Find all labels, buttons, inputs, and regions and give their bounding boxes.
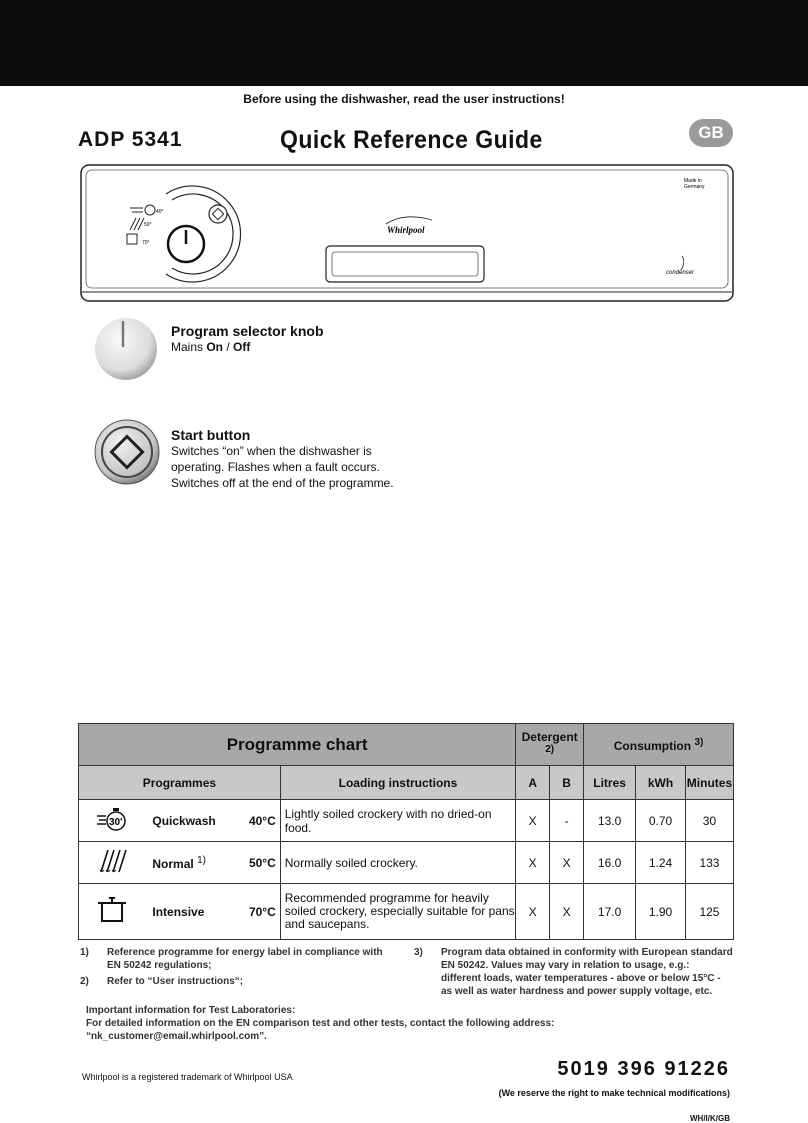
programme-name: Quickwash — [144, 800, 232, 842]
loading-instruction: Lightly soiled crockery with no dried-on food. — [280, 800, 515, 842]
kwh-value: 1.24 — [636, 842, 686, 884]
footnote-1-mark: 1) — [80, 947, 89, 958]
litres-value: 13.0 — [584, 800, 636, 842]
litres-value: 17.0 — [584, 884, 636, 940]
footnote-2: Refer to “User instructions“; — [107, 976, 244, 987]
programme-temp: 40°C — [232, 800, 280, 842]
col-a: A — [516, 766, 550, 800]
col-kwh: kWh — [636, 766, 686, 800]
col-loading: Loading instructions — [280, 766, 515, 800]
programme-name: Normal $^{1)}$ — [144, 842, 232, 884]
footnote-2-mark: 2) — [80, 976, 89, 987]
kwh-value: 0.70 — [636, 800, 686, 842]
normal-icon — [79, 842, 145, 884]
loading-instruction: Recommended programme for heavily soiled crockery, especially suitable for pans and saucepans. — [280, 884, 515, 940]
detergent-a: X — [516, 800, 550, 842]
quickwash-icon — [79, 800, 145, 842]
test-lab-info: Important information for Test Laboratories: For detailed information on the EN comparison test and other tests, contact the following address: “nk_customer@email.whirlpool.com”. — [86, 1005, 555, 1042]
country-badge: GB — [689, 119, 733, 147]
svg-text:40°: 40° — [156, 209, 164, 215]
detergent-a: X — [516, 842, 550, 884]
chart-title: Programme chart — [79, 724, 516, 766]
programme-chart — [78, 723, 734, 940]
warning-text: Before using the dishwasher, read the user instructions! — [243, 92, 565, 106]
minutes-value: 30 — [685, 800, 733, 842]
control-panel-illustration — [80, 164, 734, 302]
col-b: B — [550, 766, 584, 800]
brand-logo: Whirlpool — [387, 225, 425, 235]
feature-title-knob: Program selector knob — [171, 323, 324, 339]
detergent-a: X — [516, 884, 550, 940]
svg-text:30': 30' — [108, 817, 123, 828]
feature-text-start: Switches “on” when the dishwasher is operating. Flashes when a fault occurs. Switches off at the end of the programme. — [171, 444, 394, 490]
start-button-icon — [93, 418, 161, 486]
feature-title-start: Start button — [171, 427, 251, 443]
svg-text:70°: 70° — [142, 240, 150, 246]
top-black-band — [0, 0, 808, 86]
trademark-text: Whirlpool is a registered trademark of Whirlpool USA — [82, 1072, 293, 1082]
panel-display — [326, 246, 484, 282]
programme-temp: 70°C — [232, 884, 280, 940]
program-selector-knob-icon — [93, 316, 159, 382]
model-number: ADP 5341 — [78, 128, 183, 151]
page-title: Quick Reference Guide — [280, 126, 543, 154]
kwh-value: 1.90 — [636, 884, 686, 940]
svg-text:Germany: Germany — [684, 184, 705, 190]
table-row — [79, 800, 734, 842]
svg-text:50°: 50° — [144, 222, 152, 228]
footnote-1: Reference programme for energy label in compliance with EN 50242 regulations; — [107, 947, 383, 971]
consumption-header: Consumption $^{3)}$ — [584, 724, 734, 766]
table-row — [79, 884, 734, 940]
intensive-icon — [79, 884, 145, 940]
programme-temp: 50°C — [232, 842, 280, 884]
condenser-label: condenser — [666, 270, 695, 276]
document-number: 5019 396 91226 — [557, 1058, 730, 1080]
footnote-3: Program data obtained in conformity with European standard EN 50242. Values may vary in relation to usage, e.g.: different loads, water temperatures - above or below 15°C - as well as water hardness and power supply voltage, etc. — [441, 947, 733, 997]
loading-instruction: Normally soiled crockery. — [280, 842, 515, 884]
detergent-b: X — [550, 884, 584, 940]
detergent-b: X — [550, 842, 584, 884]
minutes-value: 125 — [685, 884, 733, 940]
col-litres: Litres — [584, 766, 636, 800]
table-row — [79, 842, 734, 884]
reserve-text: (We reserve the right to make technical modifications) — [498, 1088, 730, 1098]
programme-name: Intensive — [144, 884, 232, 940]
feature-text-knob: Mains On / Off — [171, 340, 251, 354]
detergent-header: Detergent $^{2)}$ — [516, 724, 584, 766]
col-minutes: Minutes — [685, 766, 733, 800]
detergent-b: - — [550, 800, 584, 842]
litres-value: 16.0 — [584, 842, 636, 884]
document-code: WH/I/K/GB — [690, 1114, 730, 1123]
svg-text:Made in: Made in — [684, 178, 702, 184]
footnote-3-mark: 3) — [414, 947, 423, 958]
col-programmes: Programmes — [79, 766, 281, 800]
minutes-value: 133 — [685, 842, 733, 884]
